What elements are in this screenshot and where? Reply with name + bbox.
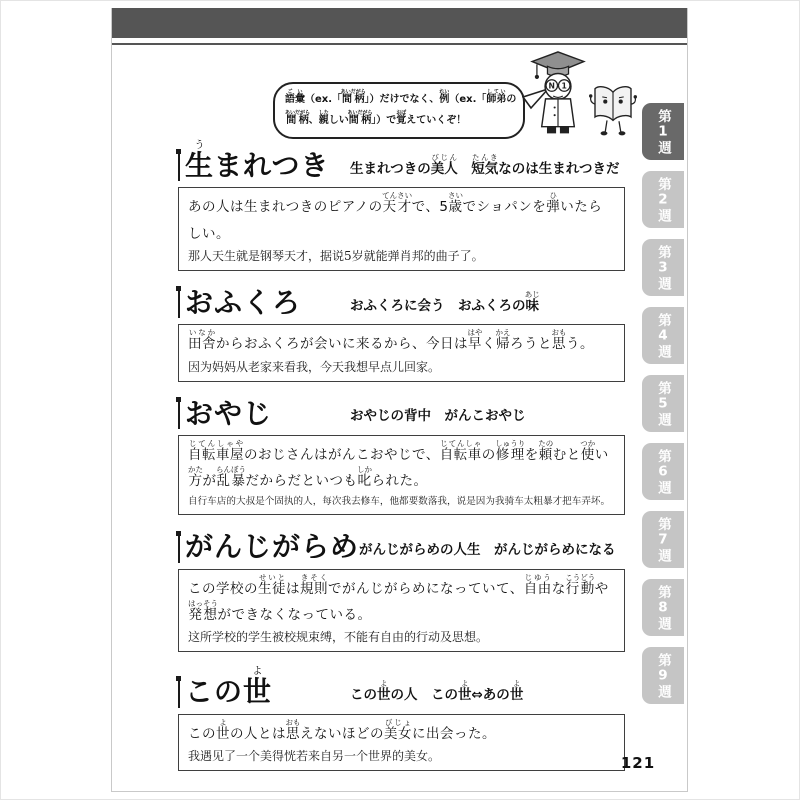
vocab-entry [178, 285, 625, 382]
tab-week-1[interactable]: 第1週 [642, 103, 684, 160]
book-mascot-icon [589, 80, 637, 142]
tab-week-7[interactable]: 第7週 [642, 511, 684, 568]
vocab-entry [178, 529, 625, 652]
example-phrases: がんじがらめの人生 がんじがらめになる [359, 541, 616, 558]
tab-week-8[interactable]: 第8週 [642, 579, 684, 636]
headword-marker-icon [178, 288, 180, 318]
svg-text:N: N [548, 81, 555, 91]
example-sentence-box [178, 569, 625, 653]
page-header-band [112, 8, 687, 38]
chinese-translation: 那人天生就是钢琴天才，据说5岁就能弹肖邦的曲子了。 [188, 249, 484, 264]
tab-week-6[interactable]: 第6週 [642, 443, 684, 500]
vocab-entry [178, 140, 625, 271]
tab-week-4[interactable]: 第4週 [642, 307, 684, 364]
example-phrases: おふくろに会う おふくろの味あじ [350, 289, 540, 314]
entry-head [178, 140, 625, 184]
svg-text:1: 1 [561, 81, 567, 91]
japanese-sentence: この学校の生徒せいとは規則きそくでがんじがらめになっていて、自由じゆうな行動こうどうや発想はっそうができなくなっている。 [188, 572, 609, 623]
japanese-sentence: 自転車屋じてんしゃやのおじさんはがんこおやじで、自転車じてんしゃの修理しゅうりを頼たのむと使つかい方かたが乱暴らんぼうだからだといつも叱しかられた。 [188, 439, 609, 490]
headword: おやじ [185, 396, 273, 430]
speech-bubble [273, 82, 525, 139]
entry-head [178, 285, 625, 321]
vocab-entry [178, 396, 625, 515]
headword: この世よ [185, 666, 273, 709]
japanese-sentence: 田舎いなかからおふくろが会いに来るから、今日は早はやく帰かえろうと思おもう。 [188, 328, 594, 353]
headword: おふくろ [185, 286, 302, 320]
headword-marker-icon [178, 151, 180, 181]
book-page [111, 8, 688, 792]
professor-mascot-icon [529, 50, 587, 142]
chinese-translation: 自行车店的大叔是个固执的人，每次我去修车，他都要数落我，说是因为我骑车太粗暴才把车弄坏。 [188, 495, 611, 507]
japanese-sentence: あの人は生まれつきのピアノの天才てんさいで、5歳さいでショパンを弾ひいたらしい。 [188, 191, 603, 242]
headword: 生うまれつき [185, 140, 330, 182]
intro-row [178, 48, 625, 140]
speech-bubble-line: 語彙ごい（ex.「間柄あいだがら」）だけでなく、例れい（ex.「師弟していの [285, 89, 517, 105]
headword-marker-icon [178, 678, 180, 708]
headword-marker-icon [178, 399, 180, 429]
example-sentence-box [178, 435, 625, 515]
page-content [178, 48, 625, 785]
example-sentence-box [178, 714, 625, 771]
chinese-translation: 我遇见了一个美得恍若来自另一个世界的美女。 [188, 748, 441, 763]
page-header-rule [112, 43, 687, 45]
chinese-translation: 因为妈妈从老家来看我，今天我想早点儿回家。 [188, 359, 441, 374]
example-sentence-box [178, 187, 625, 271]
entry-head [178, 529, 625, 565]
tab-week-9[interactable]: 第9週 [642, 647, 684, 704]
vocab-entry [178, 666, 625, 771]
tab-week-5[interactable]: 第5週 [642, 375, 684, 432]
week-tabs [642, 103, 684, 715]
japanese-sentence: この世よの人とは思おもえないほどの美女びじょに出会った。 [188, 717, 496, 742]
example-phrases: 生まれつきの美人びじん 短気たんきなのは生まれつきだ [350, 152, 620, 177]
tab-week-3[interactable]: 第3週 [642, 239, 684, 296]
example-phrases: おやじの背中 がんこおやじ [350, 408, 526, 425]
chinese-translation: 这所学校的学生被校规束缚，不能有自由的行动及思想。 [188, 630, 489, 645]
example-phrases: この世よの人 この世よ⇔あの世よ [350, 678, 524, 703]
entry-head [178, 396, 625, 432]
example-sentence-box [178, 324, 625, 381]
page-number: 121 [620, 754, 656, 772]
tab-week-2[interactable]: 第2週 [642, 171, 684, 228]
headword-marker-icon [178, 533, 180, 563]
headword: がんじがらめ [185, 530, 360, 564]
entry-head [178, 666, 625, 710]
speech-bubble-line: 間柄あいだがら、親したしい間柄あいだがら」）で覚おぼえていくぞ！ [285, 110, 467, 126]
